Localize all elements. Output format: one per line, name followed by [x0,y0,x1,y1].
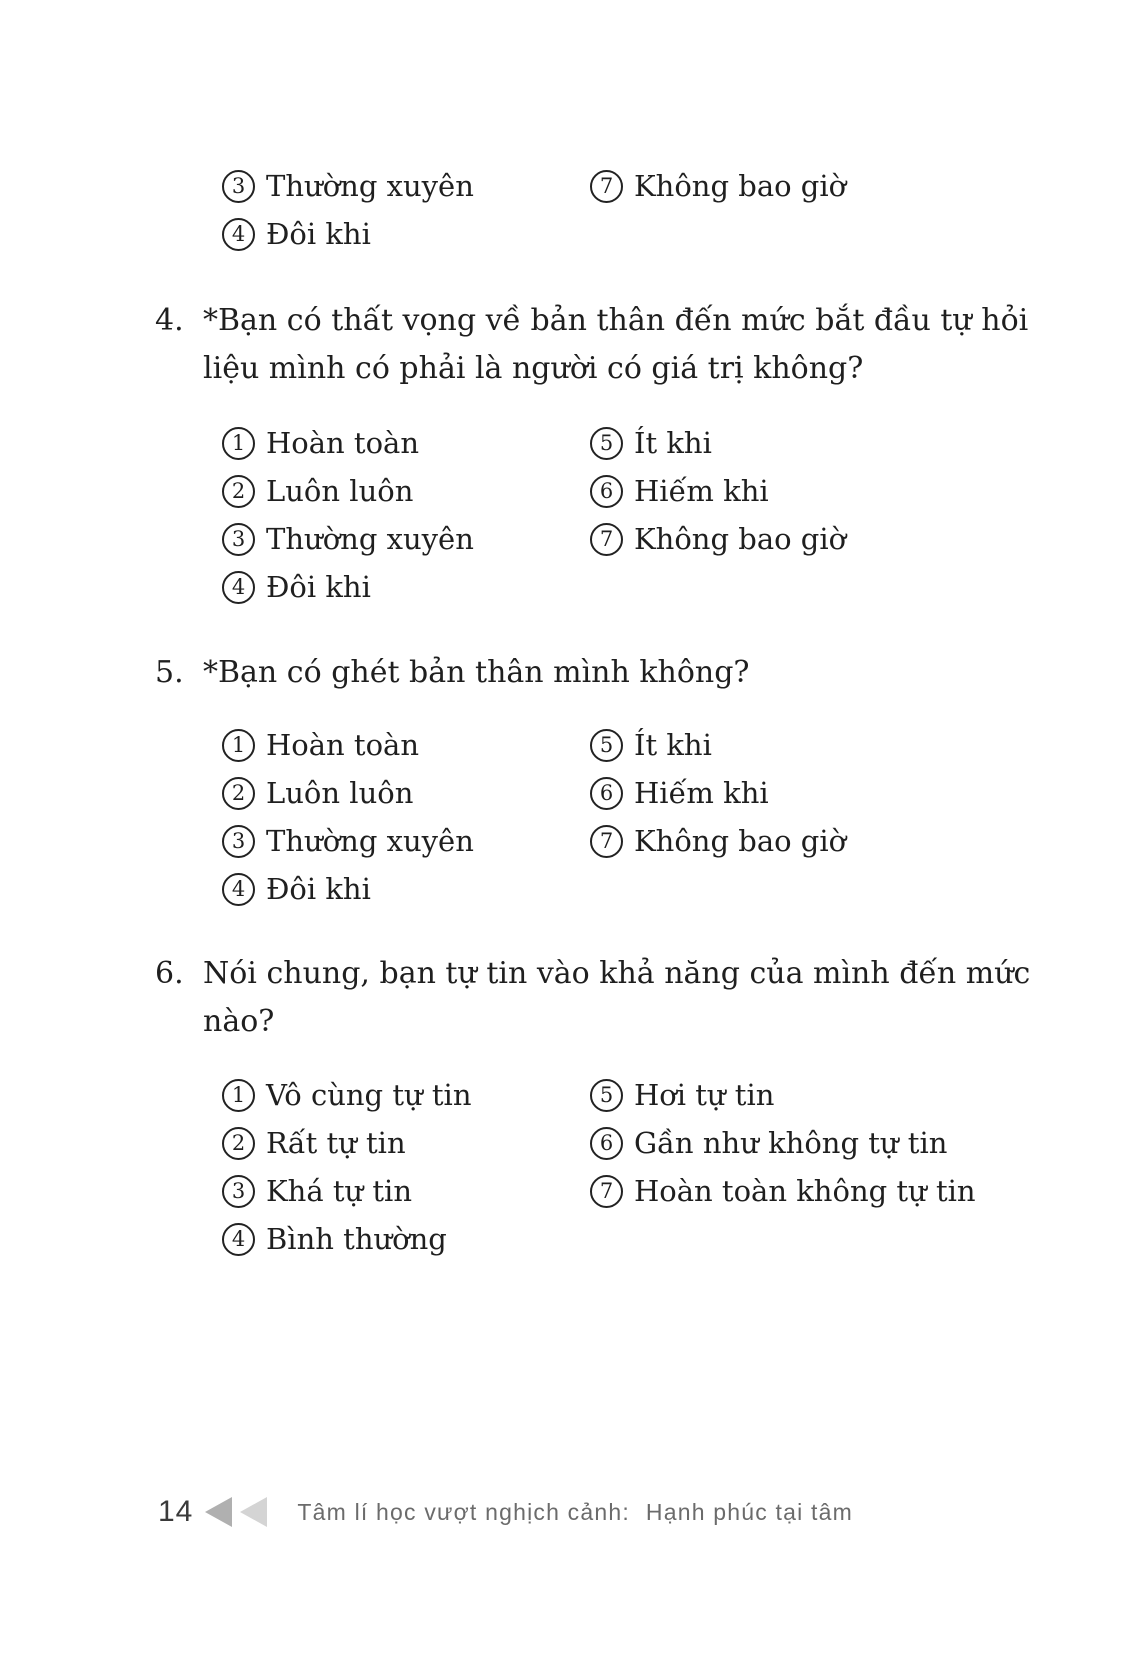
circled-number: 2 [222,777,255,810]
circled-number: 7 [590,170,623,203]
circled-number: 3 [222,170,255,203]
circled-number: 3 [222,825,255,858]
circled-number: 4 [222,1223,255,1256]
question-line: *Bạn có thất vọng về bản thân đến mức bắt đầu tự hỏi [203,303,1029,338]
book-title-part2: Hạnh phúc tại tâm [645,1498,853,1525]
option-label: Ít khi [634,426,712,460]
option-label: Không bao giờ [634,522,847,556]
question-3-options-continued [222,162,846,258]
option-item [222,769,590,817]
circled-number: 4 [222,218,255,251]
book-title-part1: Tâm lí học vượt nghịch cảnh: [297,1498,630,1525]
circled-number: 3 [222,523,255,556]
question-5 [155,649,750,697]
left-triangle-dark-icon [205,1497,232,1527]
option-label: Gần như không tự tin [634,1126,948,1160]
option-label: Rất tự tin [266,1126,406,1160]
option-item [590,1119,976,1167]
circled-number: 3 [222,1175,255,1208]
option-label: Bình thường [266,1222,447,1256]
circled-number: 7 [590,825,623,858]
option-item [222,1215,590,1263]
option-item [590,419,846,467]
option-label: Luôn luôn [266,776,414,810]
option-label: Hiếm khi [634,776,769,810]
option-label: Vô cùng tự tin [266,1078,472,1112]
question-line: Nói chung, bạn tự tin vào khả năng của mình đến mức [203,956,1031,991]
option-label: Đôi khi [266,570,371,604]
option-item [222,1119,590,1167]
option-item [222,563,590,611]
question-number: 6. [155,956,184,991]
option-label: Không bao giờ [634,824,847,858]
circled-number: 6 [590,1127,623,1160]
option-item [222,1071,590,1119]
circled-number: 4 [222,571,255,604]
circled-number: 4 [222,873,255,906]
left-triangle-light-icon [240,1497,267,1527]
option-item [222,1167,590,1215]
circled-number: 1 [222,729,255,762]
question-number: 5. [155,655,184,690]
option-item [590,467,846,515]
option-item [222,865,590,913]
option-label: Khá tự tin [266,1174,413,1208]
page-footer [158,1492,853,1532]
question-number: 4. [155,303,184,338]
option-item [222,817,590,865]
option-label: Thường xuyên [266,522,474,556]
option-item [222,515,590,563]
option-label: Hơi tự tin [634,1078,775,1112]
option-item [590,1167,976,1215]
option-item [590,769,846,817]
option-label: Thường xuyên [266,824,474,858]
option-item [222,210,590,258]
option-label: Ít khi [634,728,712,762]
page-number: 14 [158,1495,194,1528]
circled-number: 5 [590,1079,623,1112]
option-item [590,1071,976,1119]
question-line: nào? [203,1004,275,1039]
option-label: Hiếm khi [634,474,769,508]
option-item [222,467,590,515]
option-item [590,817,846,865]
option-label: Đôi khi [266,872,371,906]
question-6 [155,950,1030,1046]
circled-number: 7 [590,523,623,556]
option-item [222,162,590,210]
circled-number: 1 [222,1079,255,1112]
option-label: Không bao giờ [634,169,847,203]
circled-number: 1 [222,427,255,460]
question-text [203,297,1028,393]
option-item [590,162,846,210]
circled-number: 7 [590,1175,623,1208]
circled-number: 2 [222,1127,255,1160]
circled-number: 5 [590,729,623,762]
circled-number: 2 [222,475,255,508]
option-label: Luôn luôn [266,474,414,508]
question-line: *Bạn có ghét bản thân mình không? [203,655,750,690]
option-label: Hoàn toàn [266,426,420,460]
circled-number: 5 [590,427,623,460]
option-item [590,515,846,563]
option-item [222,419,590,467]
option-item [222,721,590,769]
option-label: Thường xuyên [266,169,474,203]
question-line: liệu mình có phải là người có giá trị không? [203,351,864,386]
option-label: Hoàn toàn [266,728,420,762]
option-label: Đôi khi [266,217,371,251]
book-title [297,1499,853,1526]
question-text [203,950,1030,1046]
option-label: Hoàn toàn không tự tin [634,1174,976,1208]
circled-number: 6 [590,777,623,810]
question-4-options [222,419,846,611]
circled-number: 6 [590,475,623,508]
option-item [590,721,846,769]
question-4 [155,297,1028,393]
question-5-options [222,721,846,913]
question-6-options [222,1071,976,1263]
question-text [203,649,750,697]
